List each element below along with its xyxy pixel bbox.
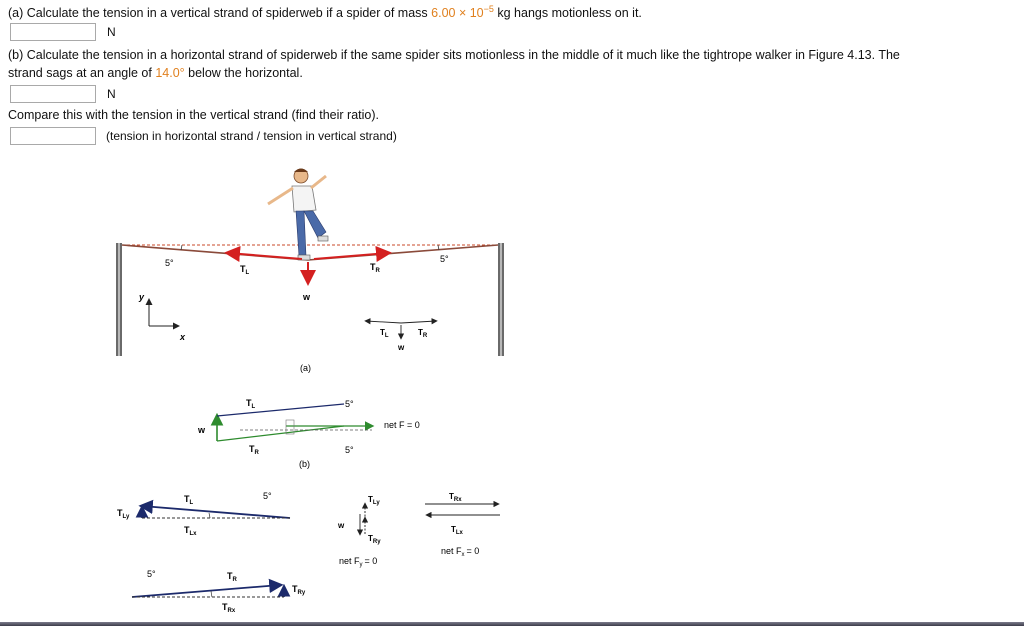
tension-right-arrow [314,253,388,259]
weight-label: w [303,292,311,302]
fbd-tl-label: $T_L$ [380,328,389,339]
b-w-label: w [198,425,206,435]
answer-b-input[interactable] [10,85,96,103]
comp-angle-l: 5° [263,491,272,501]
b-angle-top: 5° [345,399,354,409]
tension-left-arrow [228,253,302,259]
net-fx-label: net $F_x = 0$ [441,546,480,558]
comp-try-label: $T_{Ry}$ [292,584,306,596]
right-pole [498,243,504,356]
left-pole [116,243,122,356]
comp-tr-label: $T_R$ [227,571,237,583]
question-a-suffix: kg hangs motionless on it. [497,6,642,20]
vertical-sum-diagram [360,504,365,534]
mass-value: $6.00 \times 10^{-5}$ [431,3,494,20]
horizontal-sum-diagram [425,504,500,515]
xy-axes [138,292,186,342]
tension-right-label: $T_R$ [370,262,380,274]
right-tlx-label: $T_{Lx}$ [451,525,463,536]
right-trx-label: $T_{Rx}$ [449,492,462,503]
ratio-unit: (tension in horizontal strand / tension in vertical strand) [106,129,397,143]
right-tension-components [132,585,284,597]
net-force-label: net F = 0 [384,420,420,430]
answer-a-unit: N [107,25,116,39]
net-fy-label: net $F_y = 0$ [339,556,378,568]
fbd-tr-label: $T_R$ [418,328,428,339]
question-a [8,4,642,22]
b-angle-bottom: 5° [345,445,354,455]
b-tr-label: $T_R$ [249,444,259,456]
comp-trx-label: $T_{Rx}$ [222,602,236,614]
bottom-border [0,622,1024,626]
angle-value: 14.0° [155,66,185,80]
answer-b-unit: N [107,87,116,101]
mid-w-label: w [338,521,345,530]
answer-a-input[interactable] [10,23,96,41]
mid-try-label: $T_{Ry}$ [368,534,381,545]
comp-tl-label: $T_L$ [184,494,194,506]
question-b-line2-suffix: below the horizontal. [188,66,303,80]
fbd-w-label: w [398,343,405,352]
tension-left-label: $T_L$ [240,264,250,276]
comp-tly-label: $T_{Ly}$ [117,508,130,520]
axis-x-label: x [180,332,186,342]
comp-tlx-label: $T_{Lx}$ [184,525,197,537]
mid-tly-label: $T_{Ly}$ [368,495,380,506]
compare-text: Compare this with the tension in the vertical strand (find their ratio). [8,108,380,122]
question-b-line2 [8,64,303,82]
caption-b: (b) [299,459,310,469]
question-b-line1: (b) Calculate the tension in a horizontal strand of spiderweb if the same spider sits motionless in the middle of it much like the tightrope walker in Figure 4.13. The [8,48,900,62]
caption-a: (a) [300,363,311,373]
b-tl-label: $T_L$ [246,398,256,410]
angle-left-label: 5° [165,258,174,268]
question-b-line2-prefix: strand sags at an angle of [8,66,152,80]
comp-angle-r: 5° [147,569,156,579]
axis-y-label: y [139,292,145,302]
small-fbd [366,321,436,352]
angle-right-label: 5° [440,254,449,264]
tightrope-figure [0,150,1024,620]
tightrope-walker [268,169,328,261]
vector-triangle [217,404,372,441]
ratio-input[interactable] [10,127,96,145]
left-tension-components [142,506,290,518]
question-a-prefix: (a) Calculate the tension in a vertical strand of spiderweb if a spider of mass [8,6,428,20]
